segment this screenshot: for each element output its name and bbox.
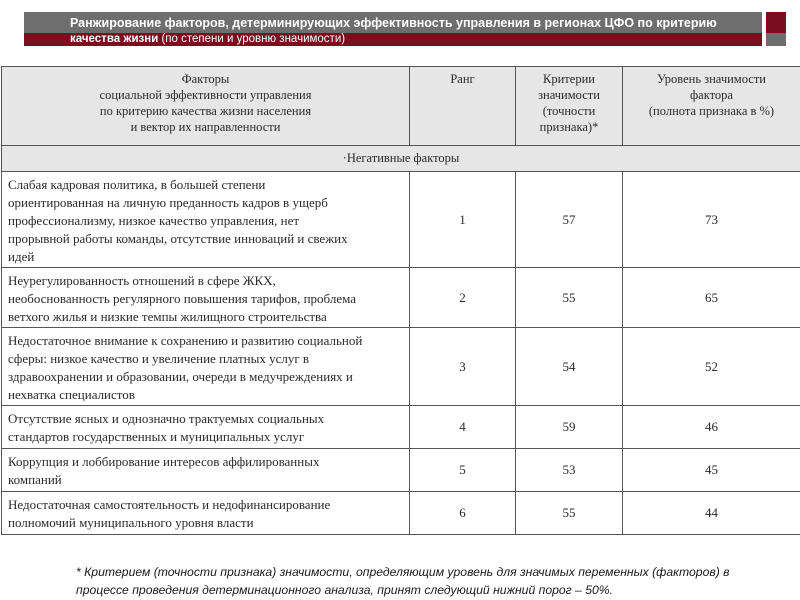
factors-table bbox=[1, 66, 800, 535]
factor-line: стандартов государственных и муниципальных услуг bbox=[8, 429, 305, 444]
factor-cell bbox=[2, 449, 410, 492]
level-cell: 73 bbox=[623, 172, 800, 268]
factor-line: нехватка специалистов bbox=[8, 387, 135, 402]
criterion-cell: 53 bbox=[516, 449, 623, 492]
header-criterion-line: (точности bbox=[542, 104, 596, 118]
header-level bbox=[623, 67, 800, 146]
rank-cell: 5 bbox=[410, 449, 516, 492]
slide-title-line2 bbox=[70, 33, 345, 46]
rank-cell: 6 bbox=[410, 492, 516, 535]
factor-line: здравоохранении и образовании, очереди в медучреждениях и bbox=[8, 369, 353, 384]
factor-line: Отсутствие ясных и однозначно трактуемых социальных bbox=[8, 411, 325, 426]
section-row bbox=[2, 146, 800, 172]
table-row bbox=[2, 328, 800, 406]
slide-title-banner bbox=[24, 12, 762, 46]
factor-line: сферы: низкое качество и увеличение платных услуг в bbox=[8, 351, 310, 366]
section-label: ·Негативные факторы bbox=[2, 146, 800, 172]
level-cell: 65 bbox=[623, 268, 800, 328]
header-factors-line: по критерию качества жизни населения bbox=[99, 104, 312, 118]
criterion-cell: 54 bbox=[516, 328, 623, 406]
factor-line: ветхого жилья и низкие темпы жилищного строительства bbox=[8, 309, 327, 324]
level-cell: 46 bbox=[623, 406, 800, 449]
factor-cell bbox=[2, 268, 410, 328]
rank-cell: 2 bbox=[410, 268, 516, 328]
table-row bbox=[2, 449, 800, 492]
header-level-line: (полнота признака в %) bbox=[648, 104, 775, 118]
factor-line: Недостаточная самостоятельность и недофинансирование bbox=[8, 497, 331, 512]
factor-line: прорывной работы команды, отсутствие инноваций и свежих bbox=[8, 231, 348, 246]
factor-line: идей bbox=[8, 249, 35, 264]
criterion-cell: 55 bbox=[516, 268, 623, 328]
slide-title-line2-rest: (по степени и уровню значимости) bbox=[158, 33, 346, 45]
factor-cell bbox=[2, 492, 410, 535]
factor-line: полномочий муниципального уровня власти bbox=[8, 515, 254, 530]
factor-cell bbox=[2, 172, 410, 268]
factor-line: необоснованность регулярного повышения тарифов, проблема bbox=[8, 291, 357, 306]
footnote-line: * Критерием (точности признака) значимости, определяющим уровень для значимых переменных (факторов) в bbox=[76, 565, 730, 579]
criterion-cell: 55 bbox=[516, 492, 623, 535]
header-factors-line: и вектор их направленности bbox=[130, 120, 281, 134]
table-row bbox=[2, 406, 800, 449]
slide-title-line2-bold: качества жизни bbox=[70, 33, 159, 45]
factor-line: ориентированная на личную преданность кадров в ущерб bbox=[8, 195, 328, 210]
criterion-cell: 57 bbox=[516, 172, 623, 268]
header-criterion bbox=[516, 67, 623, 146]
table-header-row bbox=[2, 67, 800, 146]
footnote-line: процессе проведения детерминационного анализа, принят следующий нижний порог – 50%. bbox=[76, 583, 613, 597]
header-rank-label: Ранг bbox=[450, 72, 475, 86]
header-criterion-line: значимости bbox=[538, 88, 600, 102]
rank-cell: 1 bbox=[410, 172, 516, 268]
factor-line: Коррупция и лоббирование интересов аффилированных bbox=[8, 454, 320, 469]
factor-cell bbox=[2, 406, 410, 449]
rank-cell: 4 bbox=[410, 406, 516, 449]
factor-line: Неурегулированность отношений в сфере ЖКХ, bbox=[8, 273, 276, 288]
table-row bbox=[2, 492, 800, 535]
table-row bbox=[2, 268, 800, 328]
header-factors-line: Факторы bbox=[181, 72, 230, 86]
header-criterion-line: признака)* bbox=[539, 120, 599, 134]
factor-line: Недостаточное внимание к сохранению и развитию социальной bbox=[8, 333, 363, 348]
slide-title-line1: Ранжирование факторов, детерминирующих эффективность управления в регионах ЦФО по критерию bbox=[70, 16, 717, 30]
title-accent-square-top bbox=[766, 12, 786, 33]
header-level-line: Уровень значимости bbox=[657, 72, 766, 86]
criterion-cell: 59 bbox=[516, 406, 623, 449]
factor-line: компаний bbox=[8, 472, 62, 487]
rank-cell: 3 bbox=[410, 328, 516, 406]
header-criterion-line: Критерии bbox=[543, 72, 595, 86]
level-cell: 45 bbox=[623, 449, 800, 492]
title-accent-square-bottom bbox=[766, 33, 786, 46]
footnote bbox=[76, 563, 776, 599]
factor-line: Слабая кадровая политика, в большей степени bbox=[8, 177, 266, 192]
slide-title-band bbox=[24, 33, 762, 46]
header-rank bbox=[410, 67, 516, 146]
header-level-line: фактора bbox=[690, 88, 733, 102]
factor-line: профессионализму, низкое качество управления, нет bbox=[8, 213, 300, 228]
level-cell: 52 bbox=[623, 328, 800, 406]
factor-cell bbox=[2, 328, 410, 406]
header-factors bbox=[2, 67, 410, 146]
table-row bbox=[2, 172, 800, 268]
level-cell: 44 bbox=[623, 492, 800, 535]
header-factors-line: социальной эффективности управления bbox=[99, 88, 312, 102]
